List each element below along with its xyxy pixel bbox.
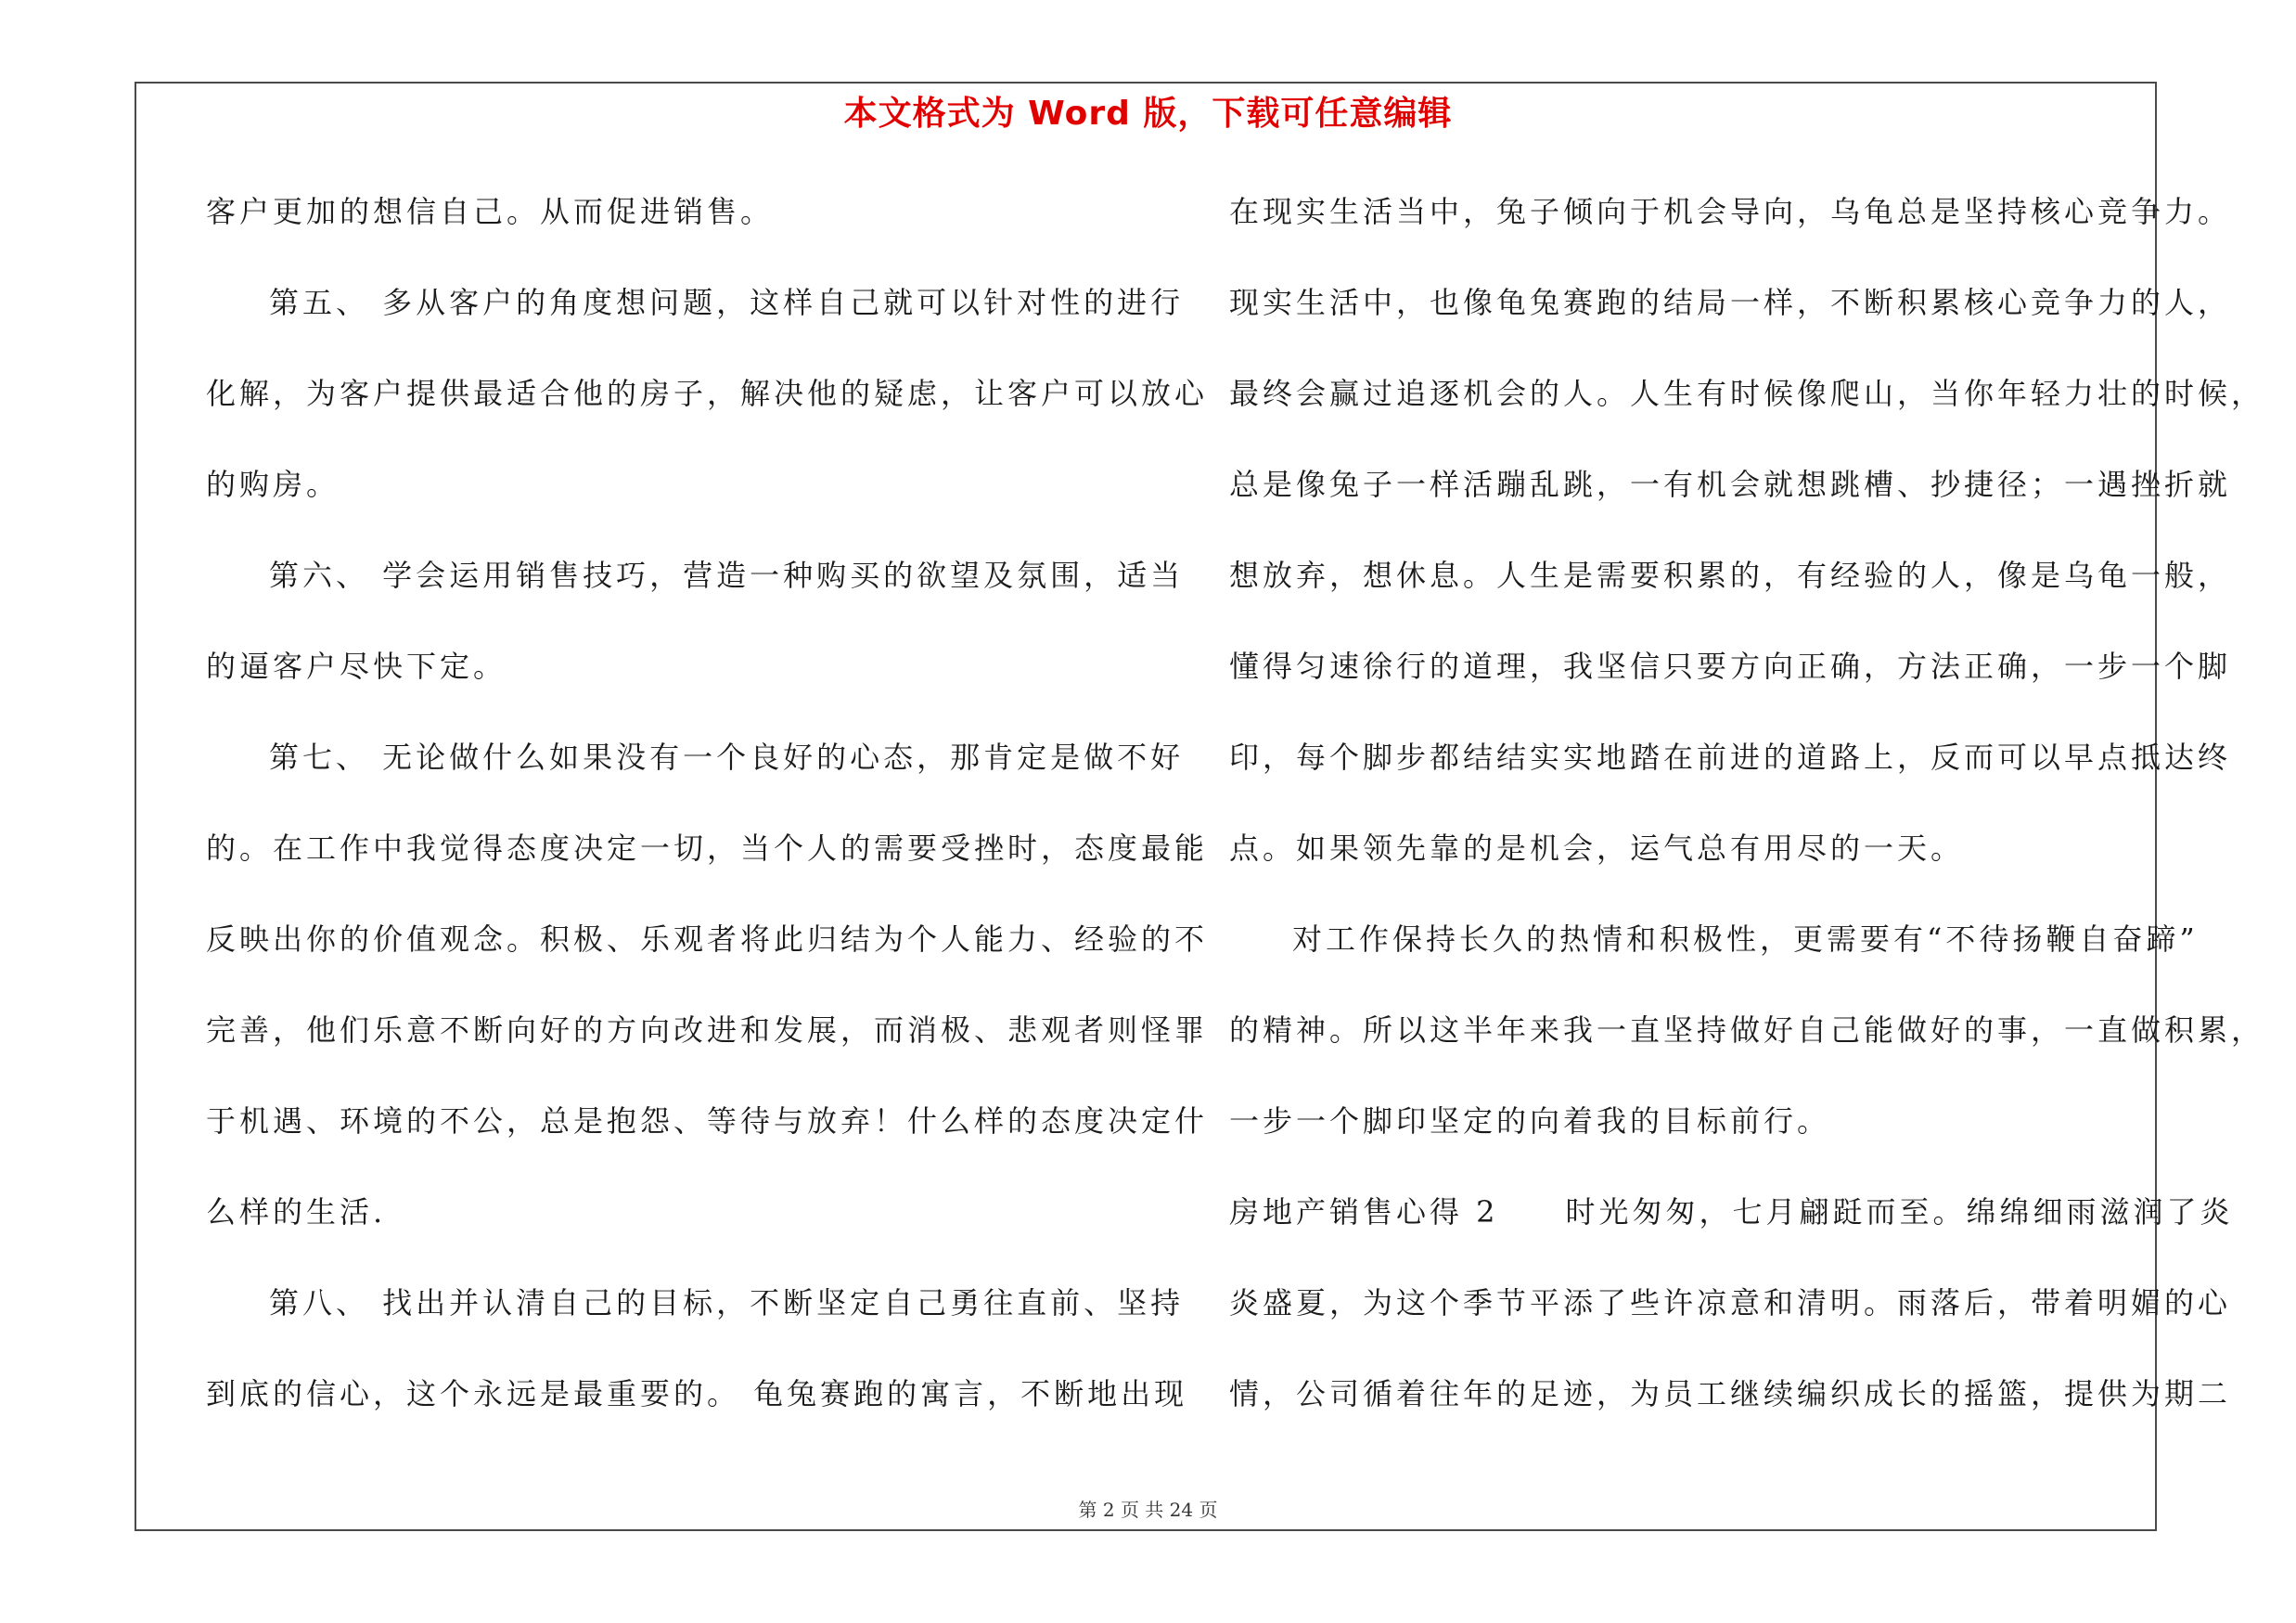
right-text-column: [1229, 182, 2265, 1455]
text-line: 现实生活中，也像龟兔赛跑的结局一样，不断积累核心竞争力的人，: [1229, 285, 2232, 320]
text-line: 一步一个脚印坚定的向着我的目标前行。: [1229, 1103, 1831, 1139]
text-line: 房地产销售心得 2 时光匆匆，七月翩跹而至。绵绵细雨滋润了炎: [1229, 1194, 2234, 1230]
text-line: 第五、 多从客户的角度想问题，这样自己就可以针对性的进行: [269, 285, 1185, 320]
page-number-footer: 第 2 页 共 24 页: [1078, 1499, 1218, 1521]
text-line: 在现实生活当中，兔子倾向于机会导向，乌龟总是坚持核心竞争力。: [1229, 194, 2232, 229]
text-line: 懂得匀速徐行的道理，我坚信只要方向正确，方法正确，一步一个脚: [1229, 649, 2232, 684]
text-line: 炎盛夏，为这个季节平添了些许凉意和清明。雨落后，带着明媚的心: [1229, 1285, 2232, 1320]
text-line: 的精神。所以这半年来我一直坚持做好自己能做好的事，一直做积累，: [1229, 1012, 2265, 1048]
text-line: 的逼客户尽快下定。: [206, 649, 507, 684]
text-line: 的。在工作中我觉得态度决定一切，当个人的需要受挫时，态度最能: [206, 831, 1209, 866]
word-format-banner: 本文格式为 Word 版，下载可任意编辑: [843, 95, 1453, 133]
text-line: 点。如果领先靠的是机会，运气总有用尽的一天。: [1229, 831, 1965, 866]
text-line: 总是像兔子一样活蹦乱跳，一有机会就想跳槽、抄捷径；一遇挫折就: [1229, 467, 2232, 502]
text-line: 完善，他们乐意不断向好的方向改进和发展，而消极、悲观者则怪罪: [206, 1012, 1209, 1048]
text-line: 第八、 找出并认清自己的目标，不断坚定自己勇往直前、坚持: [269, 1285, 1185, 1320]
text-line: 第七、 无论做什么如果没有一个良好的心态，那肯定是做不好: [269, 740, 1185, 775]
text-line: 到底的信心，这个永远是最重要的。 龟兔赛跑的寓言，不断地出现: [206, 1376, 1188, 1411]
text-line: 的购房。: [206, 467, 340, 502]
left-text-column: [206, 182, 1209, 1455]
text-line: 反映出你的价值观念。积极、乐观者将此归结为个人能力、经验的不: [206, 921, 1209, 957]
text-line: 想放弃，想休息。人生是需要积累的，有经验的人，像是乌龟一般，: [1229, 558, 2232, 593]
text-line: 于机遇、环境的不公，总是抱怨、等待与放弃！什么样的态度决定什: [206, 1103, 1209, 1139]
text-line: 对工作保持长久的热情和积极性，更需要有“不待扬鞭自奋蹄”: [1292, 921, 2199, 957]
text-line: 印，每个脚步都结结实实地踏在前进的道路上，反而可以早点抵达终: [1229, 740, 2232, 775]
text-line: 化解，为客户提供最适合他的房子，解决他的疑虑，让客户可以放心: [206, 376, 1209, 411]
text-line: 么样的生活.: [206, 1194, 387, 1230]
text-line: 情，公司循着往年的足迹，为员工继续编织成长的摇篮，提供为期二: [1229, 1376, 2232, 1411]
text-line: 最终会赢过追逐机会的人。人生有时候像爬山，当你年轻力壮的时候，: [1229, 376, 2265, 411]
text-line: 第六、 学会运用销售技巧，营造一种购买的欲望及氛围，适当: [269, 558, 1185, 593]
text-line: 客户更加的想信自己。从而促进销售。: [206, 194, 775, 229]
